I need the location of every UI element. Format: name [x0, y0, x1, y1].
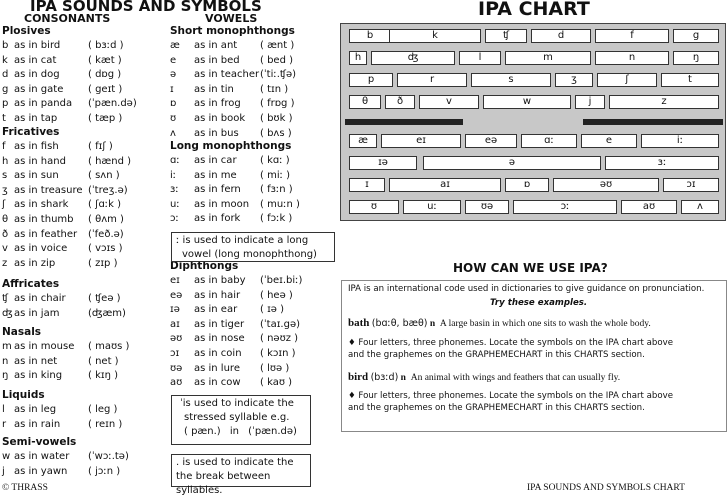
ex2-transcription: (bɜːd) [370, 372, 399, 383]
ex2-note-line1: ♦ Four letters, three phonemes. Locate the symbols on the IPA chart above [348, 391, 674, 401]
phoneme-row [170, 39, 335, 53]
long-note-line2: vowel (long monophthong) [182, 249, 317, 260]
stress-note-line2: stressed syllable e.g. [184, 412, 290, 423]
phoneme-symbol: p [2, 98, 9, 110]
phoneme-row [170, 183, 335, 197]
chart-symbol-cell: aʊ [621, 200, 677, 214]
example-word: as in yawn [14, 465, 68, 477]
example-word: as in cat [14, 54, 57, 66]
example-word: as in hair [194, 289, 241, 301]
phoneme-row [2, 213, 167, 227]
example-word: as in bird [14, 40, 61, 51]
chart-symbol-cell: uː [403, 200, 461, 214]
ex1-note-line2: and the graphemes on the GRAPHEMECHART in this CHARTS section. [348, 350, 645, 360]
transcription: ( maʊs ) [88, 341, 130, 352]
transcription: ( sʌn ) [88, 170, 120, 182]
transcription: ( nəʊz ) [260, 333, 299, 345]
phoneme-symbol: iː [170, 169, 177, 181]
chart-symbol-cell: iː [641, 134, 719, 148]
phoneme-symbol: v [2, 243, 8, 255]
phoneme-row [170, 127, 335, 141]
transcription: ( bʌs ) [260, 127, 292, 139]
chart-symbol-cell: f [595, 29, 669, 43]
phoneme-symbol: ɪ [170, 83, 174, 95]
chart-symbol-cell: g [673, 29, 719, 43]
section-heading: Long monophthongs [170, 140, 292, 152]
example-word: as in panda [14, 98, 73, 110]
section-heading: Plosives [2, 25, 51, 37]
phoneme-symbol: n [2, 355, 9, 367]
chart-symbol-cell: eə [465, 134, 517, 148]
phoneme-symbol: f [2, 141, 6, 152]
phoneme-row [170, 212, 335, 226]
chart-title: IPA CHART [478, 0, 590, 20]
example-word: as in coin [194, 348, 242, 359]
chart-symbol-cell: ɔː [513, 200, 617, 214]
example-word: as in moon [194, 198, 250, 210]
example-word: as in thumb [14, 214, 74, 225]
transcription: ( hænd ) [88, 155, 132, 167]
phoneme-row [170, 198, 335, 212]
phoneme-row [170, 332, 335, 346]
ipa-chart-grid [340, 23, 726, 221]
long-note-line1: ː is used to indicate a long [176, 235, 309, 246]
phoneme-row [2, 97, 167, 111]
transcription: ( ʧeə ) [88, 293, 121, 304]
transcription: (ˈtaɪ.gə) [260, 318, 300, 330]
transcription: (ˈbeɪ.biː) [260, 275, 303, 286]
phoneme-row [170, 376, 335, 390]
ex2-word: bird [348, 371, 369, 383]
phoneme-row [170, 362, 335, 376]
chart-symbol-cell: ɔɪ [663, 178, 719, 192]
example-word: as in water [14, 451, 70, 462]
example-word: as in nose [194, 333, 245, 345]
vowels-heading: VOWELS [205, 12, 258, 25]
consonants-list [2, 0, 167, 490]
chart-symbol-cell: z [609, 95, 719, 109]
chart-symbol-cell: ð [385, 95, 415, 109]
example-word: as in treasure [14, 184, 83, 196]
phoneme-row [2, 155, 167, 169]
phoneme-row [2, 340, 167, 354]
ex2-note-line2: and the graphemes on the GRAPHEMECHART in this CHARTS section. [348, 403, 645, 413]
transcription: ( dɒg ) [88, 69, 122, 81]
chart-divider-right [583, 119, 723, 125]
chart-symbol-cell: s [471, 73, 551, 87]
phoneme-row [170, 154, 335, 168]
transcription: ( frɒg ) [260, 98, 295, 110]
chart-symbol-cell: e [581, 134, 637, 148]
phoneme-symbol: z [2, 257, 8, 269]
example-word: as in zip [14, 257, 56, 269]
phoneme-symbol: ʤ [2, 307, 13, 319]
phoneme-symbol: əʊ [170, 333, 183, 345]
phoneme-symbol: θ [2, 214, 9, 225]
transcription: ( bʊk ) [260, 113, 293, 124]
phoneme-row [2, 54, 167, 68]
phoneme-symbol: r [2, 418, 7, 430]
transcription: (ˈpæn.də) [88, 98, 137, 110]
phoneme-row [170, 274, 335, 288]
phoneme-row [2, 169, 167, 183]
transcription: ( fɪʃ ) [88, 141, 113, 152]
stress-example-a: ( pæn.) [184, 426, 221, 437]
chart-symbol-cell: w [483, 95, 571, 109]
break-note-line1: . is used to indicate the [176, 457, 294, 468]
phoneme-symbol: ə [170, 69, 177, 81]
stress-note-line1: ˈis used to indicate the [180, 398, 294, 409]
chart-symbol-cell: k [389, 29, 481, 43]
phoneme-row [2, 228, 167, 242]
transcription: ( zɪp ) [88, 257, 118, 269]
transcription: ( miː ) [260, 169, 291, 181]
break-note-line2: the break between syllables. [176, 471, 271, 496]
phoneme-row [2, 450, 167, 464]
transcription: ( kaʊ ) [260, 377, 293, 389]
transcription: ( ɪə ) [260, 304, 285, 316]
example-word: as in gate [14, 83, 64, 95]
page-title: IPA SOUNDS AND SYMBOLS [30, 0, 262, 15]
transcription: ( bed ) [260, 54, 294, 66]
chart-symbol-cell: t [661, 73, 719, 87]
transcription: ( net ) [88, 355, 119, 367]
phoneme-symbol: t [2, 113, 6, 124]
phoneme-symbol: l [2, 404, 5, 415]
transcription: ( vɔɪs ) [88, 243, 123, 255]
chart-symbol-cell: p [349, 73, 393, 87]
phoneme-symbol: ʌ [170, 127, 176, 139]
example-word: as in mouse [14, 341, 75, 352]
phoneme-symbol: s [2, 170, 8, 182]
phoneme-row [2, 39, 167, 53]
phoneme-row [2, 292, 167, 306]
example-word: as in chair [14, 293, 66, 304]
transcription: ( leg ) [88, 404, 118, 415]
phoneme-row [170, 83, 335, 97]
stress-example-in: in [229, 426, 239, 437]
footer-chart-name: IPA SOUNDS AND SYMBOLS CHART [527, 483, 685, 493]
footer-copyright: © THRASS [2, 483, 48, 493]
transcription: (ˈwɔː.tə) [88, 451, 129, 462]
section-heading: Semi-vowels [2, 436, 77, 448]
chart-symbol-cell: ɪə [349, 156, 417, 170]
example-word: as in tin [194, 83, 234, 95]
example-word: as in fern [194, 184, 241, 196]
phoneme-symbol: ʊə [170, 362, 183, 374]
chart-symbol-cell: ʊə [465, 200, 509, 214]
chart-symbol-cell: ɜː [605, 156, 719, 170]
transcription: ( tɪn ) [260, 83, 289, 95]
section-heading: Nasals [2, 326, 42, 338]
transcription: ( fɜːn ) [260, 184, 293, 196]
phoneme-symbol: ɒ [170, 98, 177, 110]
example-word: as in car [194, 155, 237, 166]
chart-symbol-cell: v [419, 95, 479, 109]
chart-symbol-cell: ʌ [681, 200, 719, 214]
phoneme-row [2, 465, 167, 479]
transcription: ( tæp ) [88, 113, 123, 124]
stress-example-b: (ˈpæn.də) [248, 426, 297, 437]
stress-note [171, 395, 311, 445]
transcription: ( heə ) [260, 289, 293, 301]
example-word: as in lure [194, 362, 240, 374]
transcription: ( kɑː ) [260, 155, 290, 166]
phoneme-symbol: eɪ [170, 275, 180, 286]
example-word: as in shark [14, 199, 69, 211]
example-word: as in fork [194, 213, 241, 225]
phoneme-symbol: eə [170, 289, 183, 301]
transcription: ( muːn ) [260, 198, 300, 210]
phoneme-symbol: ɔː [170, 213, 179, 225]
section-heading: Diphthongs [170, 260, 239, 272]
transcription: (ˈtiː.ʧə) [260, 69, 297, 81]
phoneme-row [2, 242, 167, 256]
phoneme-row [2, 68, 167, 82]
chart-symbol-cell: eɪ [381, 134, 461, 148]
chart-symbol-cell: ʃ [597, 73, 657, 87]
phoneme-row [170, 303, 335, 317]
chart-symbol-cell: b [349, 29, 391, 43]
example-word: as in baby [194, 275, 246, 286]
example-word: as in rain [14, 418, 61, 430]
phoneme-symbol: g [2, 83, 9, 95]
help-try: Try these examples. [490, 298, 588, 308]
transcription: ( jɔːn ) [88, 465, 121, 477]
chart-symbol-cell: ʊ [349, 200, 399, 214]
chart-symbol-cell: ɒ [505, 178, 549, 192]
chart-symbol-cell: d [531, 29, 591, 43]
transcription: ( kɪŋ ) [88, 370, 119, 382]
phoneme-symbol: e [170, 54, 177, 66]
phoneme-row [2, 355, 167, 369]
phoneme-symbol: æ [170, 40, 180, 51]
example-word: as in leg [14, 404, 57, 415]
transcription: ( kæt ) [88, 54, 122, 66]
chart-symbol-cell: h [349, 51, 367, 65]
chart-symbol-cell: ɪ [349, 178, 385, 192]
phoneme-symbol: ʒ [2, 184, 8, 196]
example-word: as in sun [14, 170, 59, 182]
chart-symbol-cell: r [397, 73, 467, 87]
phoneme-row [170, 54, 335, 68]
chart-symbol-cell: ŋ [673, 51, 719, 65]
phoneme-row [170, 347, 335, 361]
transcription: ( ænt ) [260, 40, 295, 51]
chart-symbol-cell: ʒ [555, 73, 593, 87]
help-intro: IPA is an international code used in dictionaries to give guidance on pronunciation. [348, 284, 705, 294]
transcription: ( geɪt ) [88, 83, 123, 95]
chart-symbol-cell: m [505, 51, 591, 65]
example-word: as in net [14, 355, 58, 367]
phoneme-symbol: h [2, 155, 9, 167]
example-word: as in me [194, 169, 237, 181]
section-heading: Affricates [2, 278, 60, 290]
example-word: as in dog [14, 69, 60, 81]
syllable-break-note [171, 454, 311, 496]
phoneme-row [170, 97, 335, 111]
ex2-pos: n [400, 373, 406, 383]
transcription: ( lʊə ) [260, 362, 290, 374]
chart-symbol-cell: əʊ [553, 178, 659, 192]
phoneme-symbol: ɑː [170, 155, 180, 166]
phoneme-row [2, 307, 167, 321]
transcription: ( bɜːd ) [88, 40, 124, 51]
chart-symbol-cell: l [459, 51, 501, 65]
section-heading: Fricatives [2, 126, 60, 138]
example-word: as in tap [14, 113, 58, 124]
long-vowel-note [171, 232, 335, 262]
example-word: as in hand [14, 155, 66, 167]
phoneme-symbol: b [2, 40, 9, 51]
phoneme-row [2, 403, 167, 417]
phoneme-symbol: ʧ [2, 293, 9, 304]
chart-symbol-cell: ʤ [371, 51, 455, 65]
phoneme-symbol: uː [170, 198, 180, 210]
phoneme-row [2, 83, 167, 97]
phoneme-row [2, 184, 167, 198]
phoneme-row [170, 68, 335, 82]
example-word: as in fish [14, 141, 59, 152]
consonants-heading: CONSONANTS [24, 12, 111, 25]
phoneme-symbol: ɜː [170, 184, 179, 196]
phoneme-symbol: ð [2, 228, 9, 240]
example-word: as in voice [14, 243, 68, 255]
chart-divider-left [345, 119, 463, 125]
phoneme-symbol: ɔɪ [170, 348, 180, 359]
transcription: ( fɔːk ) [260, 213, 293, 225]
phoneme-symbol: w [2, 451, 11, 462]
phoneme-symbol: ɪə [170, 304, 180, 316]
phoneme-symbol: k [2, 54, 8, 66]
section-heading: Liquids [2, 389, 45, 401]
transcription: ( θʌm ) [88, 214, 124, 225]
chart-symbol-cell: n [595, 51, 669, 65]
phoneme-row [170, 318, 335, 332]
chart-symbol-cell: j [575, 95, 605, 109]
transcription: (ʤæm) [88, 307, 126, 319]
ex2-definition: An animal with wings and feathers that can usually fly. [410, 373, 621, 383]
phoneme-symbol: ʃ [2, 199, 6, 211]
ex1-pos: n [429, 319, 436, 329]
example-word: as in bus [194, 127, 239, 139]
phoneme-symbol: ŋ [2, 370, 9, 382]
example-word: as in ant [194, 40, 238, 51]
example-word: as in bed [194, 54, 240, 66]
example-word: as in cow [194, 377, 241, 389]
phoneme-symbol: j [2, 465, 5, 477]
vowels-list [170, 0, 335, 460]
example-word: as in ear [194, 304, 238, 316]
chart-symbol-cell: ə [423, 156, 601, 170]
ex1-word: bath [348, 317, 370, 329]
transcription: (ˈtreʒ.ə) [88, 184, 128, 196]
transcription: ( reɪn ) [88, 418, 123, 430]
ex1-note-line1: ♦ Four letters, three phonemes. Locate the symbols on the IPA chart above [348, 338, 674, 348]
transcription: ( kɔɪn ) [260, 348, 296, 359]
phoneme-row [2, 112, 167, 126]
chart-symbol-cell: æ [349, 134, 377, 148]
how-title: HOW CAN WE USE IPA? [453, 261, 608, 275]
transcription: (ˈfeð.ə) [88, 228, 124, 240]
example-word: as in tiger [194, 318, 245, 330]
chart-symbol-cell: ʧ [485, 29, 527, 43]
phoneme-symbol: d [2, 69, 9, 81]
example-word: as in feather [14, 228, 78, 240]
phoneme-row [170, 289, 335, 303]
section-heading: Short monophthongs [170, 25, 295, 37]
phoneme-symbol: m [2, 341, 12, 352]
example-word: as in frog [194, 98, 241, 110]
chart-symbol-cell: θ [349, 95, 381, 109]
phoneme-row [2, 198, 167, 212]
phoneme-row [2, 257, 167, 271]
phoneme-row [2, 140, 167, 154]
example-word: as in teacher [194, 69, 260, 81]
phoneme-row [170, 169, 335, 183]
how-to-use-panel [341, 280, 727, 432]
phoneme-symbol: ʊ [170, 113, 177, 124]
phoneme-row [2, 369, 167, 383]
example-word: as in king [14, 370, 63, 382]
chart-symbol-cell: ɑː [521, 134, 577, 148]
phoneme-row [170, 112, 335, 126]
phoneme-row [2, 418, 167, 432]
chart-symbol-cell: aɪ [389, 178, 501, 192]
example-word: as in jam [14, 307, 60, 319]
ex1-definition: A large basin in which one sits to wash the whole body. [439, 319, 651, 329]
ex1-transcription: (bɑːθ, bæθ) [371, 318, 428, 329]
phoneme-symbol: aʊ [170, 377, 183, 389]
phoneme-symbol: aɪ [170, 318, 180, 330]
transcription: ( ʃɑːk ) [88, 199, 122, 211]
example-word: as in book [194, 113, 246, 124]
